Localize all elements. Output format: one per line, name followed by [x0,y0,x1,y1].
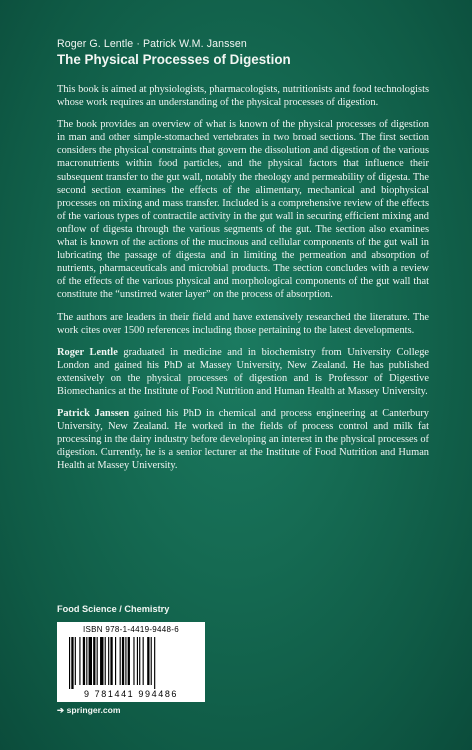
barcode-stripe [100,637,103,685]
barcode-stripe [133,637,134,685]
author-name-janssen: Patrick Janssen [57,408,130,420]
isbn-label: ISBN 978-1-4419-9448-6 [83,625,179,634]
authority-paragraph: The authors are leaders in their field and have extensively researched the literature. The work cites over 1500 references including those pertaining to the latest developments. [57,311,429,336]
barcode-stripe [139,637,140,685]
barcode-stripe [110,637,112,685]
barcode-stripe [122,637,124,685]
barcode-stripe [143,637,144,685]
back-cover-text [57,83,429,482]
barcode-stripe [71,637,73,689]
barcode-stripe [86,637,87,685]
barcode-stripe [83,637,85,685]
subject-category: Food Science / Chemistry [57,604,170,614]
barcode-stripe [125,637,126,685]
barcode-icon [69,637,193,689]
barcode-stripe [93,637,95,685]
barcode-stripe [115,637,116,685]
publisher-url[interactable] [57,705,121,716]
barcode-stripe [154,637,155,689]
barcode-stripe [97,637,98,685]
barcode-stripe [128,637,130,685]
authors-line: Roger G. Lentle · Patrick W.M. Janssen [57,38,247,50]
author-bio-lentle [57,346,429,398]
bio-text-janssen: gained his PhD in chemical and process engineering at Canterbury University, New Zealand. He worked in the fields of process control and milk fat processing in the dairy industry before developing an interest in the physical processes of digestion. Currently, he is a senior lecturer at the Institute of Food Nutrition and Human Health at Massey University. [57,408,429,472]
barcode-stripe [147,637,149,685]
barcode-panel [57,622,205,702]
barcode-stripe [137,637,138,685]
barcode-stripe [151,637,152,685]
author-name-lentle: Roger Lentle [57,346,118,358]
springer-arrow-icon: ➔ [57,705,67,715]
barcode-stripe [79,637,80,685]
barcode-stripe [69,637,70,689]
barcode-stripe [108,637,109,685]
barcode-stripe [75,637,76,685]
intro-paragraph: This book is aimed at physiologists, pharmacologists, nutritionists and food technologists whose work requires an understanding of the physical processes of digestion. [57,84,429,109]
overview-paragraph: The book provides an overview of what is known of the physical processes of digestion in man and other simple-stomached vertebrates in two broad sections. The first section considers the physical constraints that govern the dissolution and digestion of the various macronutrients within food particles, and the physical factors that influence their subsequent transfer to the gut wall, notably the rheology and permeability of digesta. The second section examines the effects of the alimentary, mechanical and biophysical processes on mixing and mass transfer. Included is a comprehensive review of the effects of the various types of contractile activity in the gut wall in securing efficient mixing and onflow of digesta through the various segments of the gut. The section also examines what is known of the actions of the mucinous and cellular components of the gut wall in lubricating the passage of digesta and in limiting the permeation and absorption of nutrients, pharmaceuticals and microbial products. The section concludes with a review of the effects of the various physical and morphological components of the gut wall that constitute the “unstirred water layer” on the process of absorption. [57,119,429,301]
bio-text-lentle: graduated in medicine and in biochemistry from University College London and gained his PhD at Massey University, New Zealand. He has published extensively on the physical processes of digestion and is Professor of Digestive Biomechanics at the Institute of Food Nutrition and Human Health at Massey University. [57,346,429,397]
author-bio-janssen [57,407,429,472]
publisher-url-text: springer.com [66,705,121,715]
barcode-digits: 9 781441 994486 [83,689,179,699]
book-title: The Physical Processes of Digestion [57,52,291,67]
barcode-stripe [120,637,121,685]
barcode-stripe [105,637,106,685]
barcode-stripe [89,637,92,685]
